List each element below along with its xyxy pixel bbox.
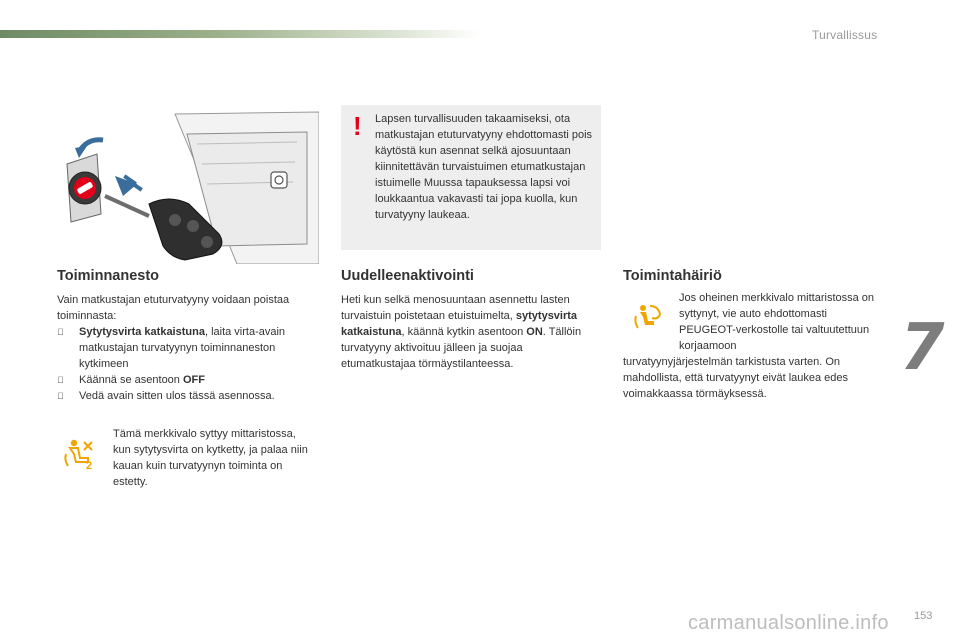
deactivation-step-1: Sytytysvirta katkaistuna, laita virta-avain matkustajan turvatyynyn toiminnaneston kytkimeen [57, 324, 322, 372]
chapter-number: 7 [900, 311, 945, 385]
svg-text:2: 2 [86, 460, 93, 470]
airbag-off-icon [62, 436, 96, 470]
watermark: carmanualsonline.info [688, 612, 889, 634]
page-number: 153 [914, 610, 933, 622]
malfunction-text: turvatyynyjärjestelmän tarkistusta varten. On mahdollista, että turvatyynyt eivät laukea edes voimakkaassa törmäyksessä. [623, 356, 849, 400]
airbag-off-indicator-text: Tämä merkkivalo syttyy mittaristossa, kun sytytysvirta on kytketty, ja palaa niin kauan kuin turvatyynyn toiminta on estetty. [113, 428, 308, 488]
bullet-marker [57, 388, 79, 404]
warning-text: Lapsen turvallisuuden takaamiseksi, ota matkustajan etuturvatyyny ehdottomasti pois käytöstä kun asennat selkä ajosuuntaan kiinnitettävän turvaistuimen etumatkustajan istuimelle Muussa tapauksessa lapsi voi loukkaantua vakavasti tai jopa kuolla, kun turvatyyny laukeaa. [375, 113, 593, 221]
deactivation-step-2: Käännä se asentoon OFF [57, 372, 322, 388]
deactivation-text [57, 292, 322, 404]
heading-deactivation: Toiminnanesto [57, 268, 160, 284]
airbag-switch-illustration [57, 104, 319, 264]
bullet-marker [57, 324, 79, 372]
deactivation-step-3: Vedä avain sitten ulos tässä asennossa. [57, 388, 322, 404]
section-title: Turvallissus [812, 28, 878, 42]
warning-icon: ! [353, 111, 362, 141]
heading-malfunction: Toimintahäiriö [623, 268, 722, 284]
header-bar [0, 30, 480, 38]
deactivation-intro: Vain matkustajan etuturvatyyny voidaan poistaa toiminnasta: [57, 294, 290, 322]
heading-reactivation: Uudelleenaktivointi [341, 268, 474, 284]
bullet-marker [57, 372, 79, 388]
malfunction-indicator-text: Jos oheinen merkkivalo mittaristossa on syttynyt, vie auto ehdottomasti PEUGEOT-verkostolle tai valtuutettuun korjaamoon [679, 292, 875, 352]
reactivation-text: Heti kun selkä menosuuntaan asennettu lasten turvaistuin poistetaan etuistuimelta, sytytysvirta katkaistuna, käännä kytkin asentoon ON. Tällöin turvatyyny aktivoituu jälleen ja suojaa etumatkustajaa törmäystilanteessa. [341, 294, 582, 370]
airbag-fault-icon [634, 302, 664, 332]
child-seat-warning [341, 105, 601, 250]
